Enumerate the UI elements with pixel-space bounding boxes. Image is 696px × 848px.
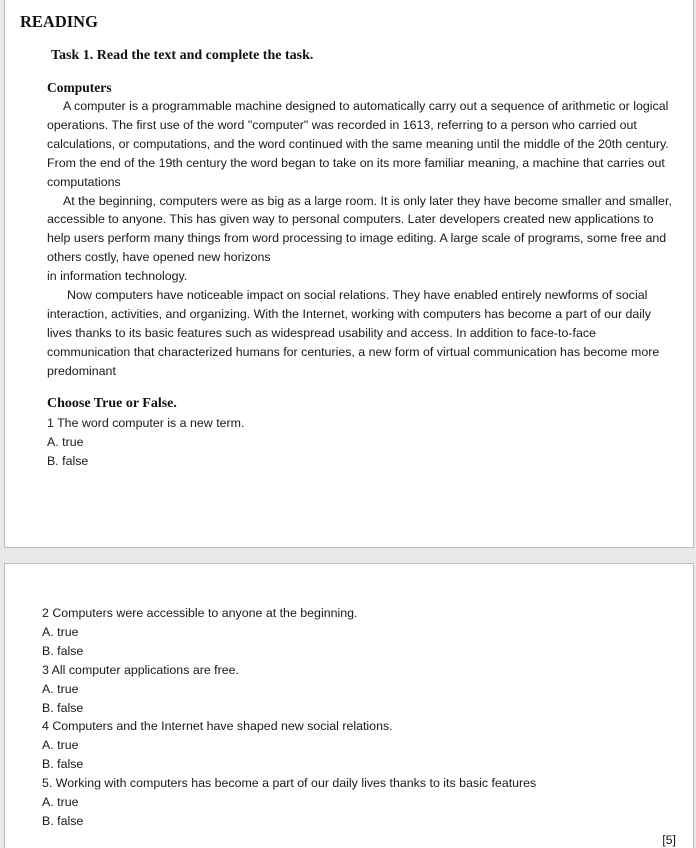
page-one — [4, 0, 694, 548]
task-instruction: Task 1. Read the text and complete the task. — [51, 48, 314, 63]
question-4-text: 4 Computers and the Internet have shaped new social relations. — [42, 719, 393, 734]
section-title: Computers — [47, 80, 112, 95]
question-4-option-a[interactable]: A. true — [42, 738, 79, 753]
question-2-option-a[interactable]: A. true — [42, 624, 79, 639]
question-1 — [47, 414, 244, 471]
question-4-option-b[interactable]: B. false — [42, 757, 84, 772]
paragraph-3: Now computers have noticeable impact on social relations. They have enabled entirely newforms of social interaction, activities, and organizing. With the Internet, working with computers has become a part of our daily lives thanks to its basic features such as widespread usability and access. In addition to face-to-face communication that characterized humans for centuries, a new form of virtual communication has become more predominant — [47, 288, 660, 378]
question-5-text: 5. Working with computers has become a part of our daily lives thanks to its basic features — [42, 776, 537, 791]
question-2-option-b[interactable]: B. false — [42, 643, 84, 658]
question-text: 1 The word computer is a new term. — [47, 416, 245, 430]
question-5-option-b[interactable]: B. false — [42, 813, 84, 828]
paragraph-2-continuation: in information technology. — [47, 269, 188, 284]
question-3-text: 3 All computer applications are free. — [42, 662, 239, 677]
question-3-option-b[interactable]: B. false — [42, 700, 84, 715]
paragraph-2: At the beginning, computers were as big as a large room. It is only later they have become smaller and smaller, accessible to anyone. This has given way to personal computers. Later developers created new applications to help users perform many things from word processing to image editing. A large scale of programs, some free and others costly, have opened new horizons — [47, 193, 672, 265]
paragraph-1: A computer is a programmable machine designed to automatically carry out a sequence of arithmetic or logical operations. The first use of the word "computer" was recorded in 1613, referring to a person who carried out calculations, or computations, and the word continued with the same meaning until the middle of the 20th century. From the end of the 19th century the word began to take on its more familiar meaning, a machine that carries out computations — [47, 99, 669, 189]
page-heading: READING — [20, 12, 98, 31]
question-2-text: 2 Computers were accessible to anyone at the beginning. — [42, 606, 358, 620]
option-b[interactable]: B. false — [47, 453, 89, 468]
reading-text — [47, 97, 677, 381]
score-marker: [5] — [662, 833, 676, 847]
question-5-option-a[interactable]: A. true — [42, 795, 79, 810]
choose-true-false-title: Choose True or False. — [47, 396, 177, 411]
question-3-option-a[interactable]: A. true — [42, 681, 79, 696]
questions-list — [42, 604, 536, 831]
option-a[interactable]: A. true — [47, 434, 84, 449]
